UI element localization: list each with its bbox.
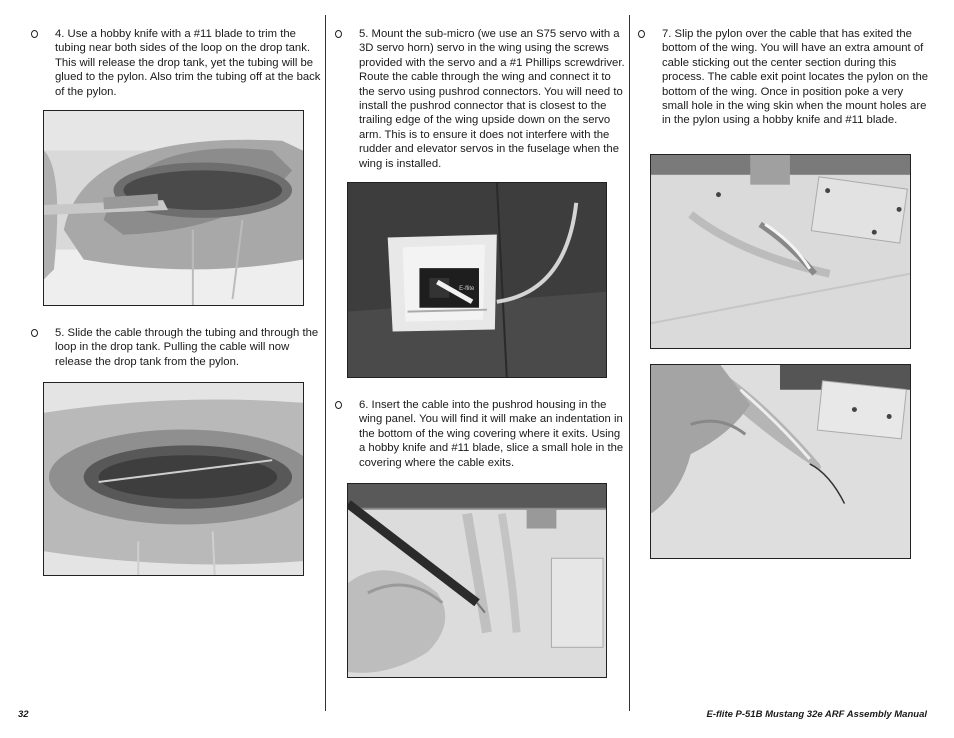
photo-cable-exit-wing: [650, 154, 911, 349]
photo-slide-cable: [43, 382, 304, 576]
checkbox-circle-icon[interactable]: [335, 30, 342, 38]
column-divider-left: [325, 15, 326, 711]
photo-mount-servo: [347, 182, 607, 378]
photo-trim-tubing: [43, 110, 304, 306]
servo-brand-label: E-flite: [459, 285, 475, 292]
checkbox-circle-icon[interactable]: [638, 30, 645, 38]
manual-title: E-flite P-51B Mustang 32e ARF Assembly Manual: [706, 709, 927, 720]
checkbox-circle-icon[interactable]: [31, 329, 38, 337]
page-number: 32: [18, 709, 29, 720]
photo-slice-covering: [347, 483, 607, 678]
column-divider-right: [629, 15, 630, 711]
photo-slip-pylon: [650, 364, 911, 559]
checkbox-circle-icon[interactable]: [335, 401, 342, 409]
checkbox-circle-icon[interactable]: [31, 30, 38, 38]
